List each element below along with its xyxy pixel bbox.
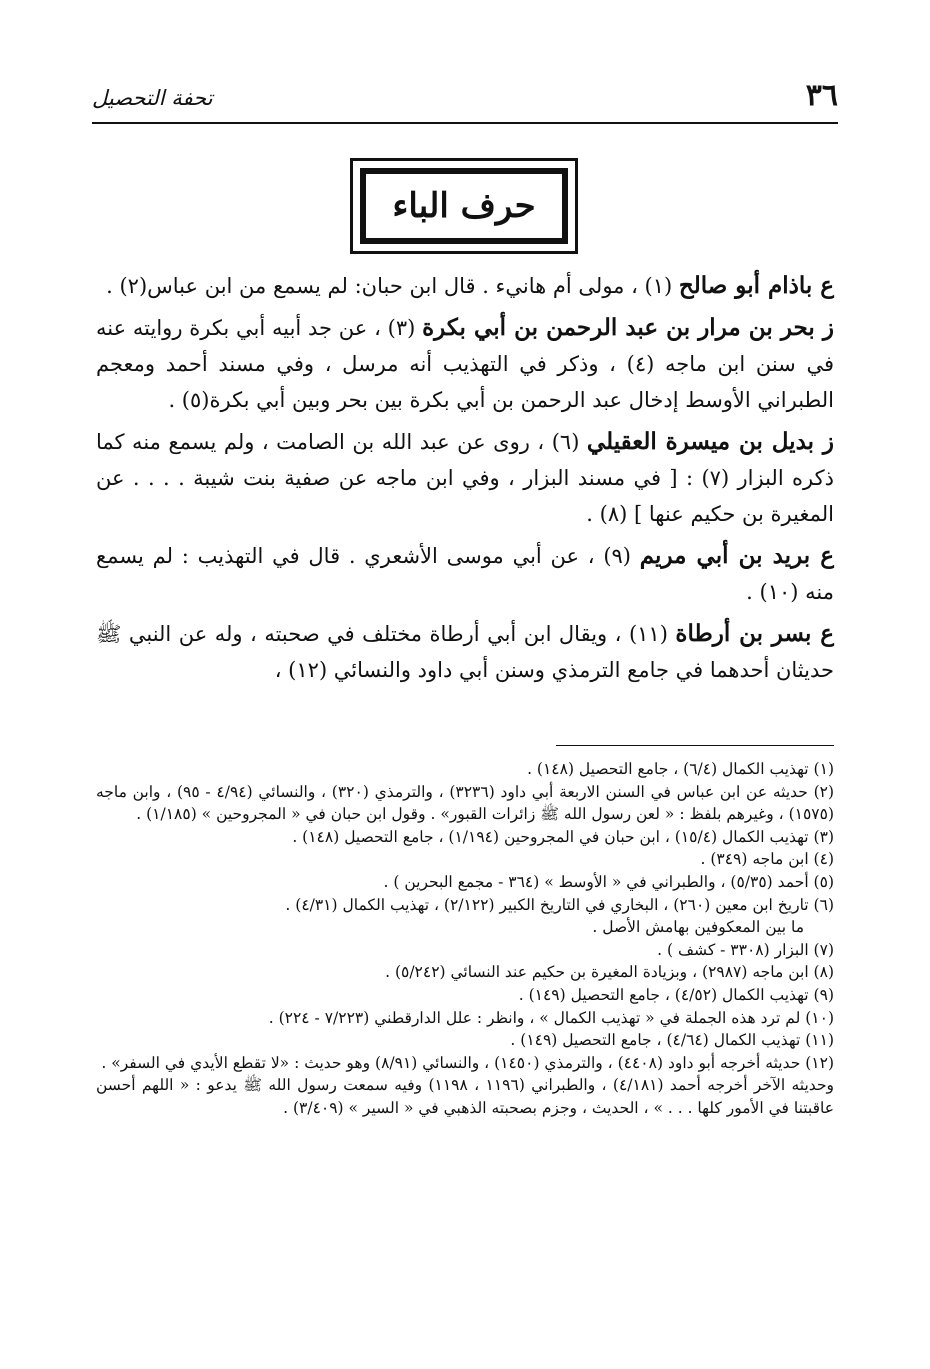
entry — [96, 538, 834, 610]
footnote-continuation: ما بين المعكوفين بهامش الأصل . — [592, 918, 804, 937]
entry-name: ز بحر بن مرار بن عبد الرحمن بن أبي بكرة — [422, 314, 834, 341]
entry-text: (١) ، مولى أم هانيء . قال ابن حبان: لم يسمع من ابن عباس(٢) . — [106, 274, 679, 298]
footnote: (٣) تهذيب الكمال (١٥/٤) ، ابن حبان في المجروحين (١/١٩٤) ، جامع التحصيل (١٤٨) . — [292, 827, 834, 846]
chapter-frame — [350, 158, 578, 254]
entry-name: ز بديل بن ميسرة العقيلي — [586, 428, 834, 455]
entry — [96, 268, 834, 304]
footnote: (١١) تهذيب الكمال (٤/٦٤) ، جامع التحصيل (١٤٩) . — [510, 1031, 834, 1050]
footnote: (٤) ابن ماجه (٣٤٩) . — [700, 850, 834, 869]
entry-text: (٦) ، روى عن عبد الله بن الصامت ، ولم يسمع منه كما ذكره البزار (٧) : [ في مسند البزار ، وفي ابن ماجه عن صفية بنت شيبة . . . . عن المغيرة بن حكيم عنها ] (٨) . — [96, 430, 834, 526]
book-title: تحفة التحصيل — [92, 86, 213, 110]
entry — [96, 310, 834, 418]
chapter-frame-inner — [360, 168, 568, 244]
footnote: (٧) البزار (٣٣٠٨ - كشف ) . — [657, 940, 834, 959]
footnote: (١٠) لم ترد هذه الجملة في « تهذيب الكمال » ، وانظر : علل الدارقطني (٧/٢٢٣ - ٢٢٤) . — [268, 1008, 834, 1027]
chapter-title: حرف الباء — [392, 186, 536, 226]
footnote: (٢) حديثه عن ابن عباس في السنن الاربعة أبي داود (٣٢٣٦) ، والترمذي (٣٢٠) ، والنسائي (٤/٩٤ - ٩٥) ، وابن ماجه (١٥٧٥) ، وغيرهم بلفظ : « لعن رسول الله ﷺ زائرات القبور» . وقول ابن حبان في « المجروحين » (١/١٨٥) . — [96, 782, 835, 824]
footnote: (٥) أحمد (٥/٣٥) ، والطبراني في « الأوسط » (٣٦٤ - مجمع البحرين ) . — [383, 872, 834, 891]
page-header — [92, 76, 838, 124]
entry-name: ع بريد بن أبي مريم — [639, 542, 834, 569]
entry-name: ع بسر بن أرطاة — [675, 620, 834, 647]
entry-text: (١١) ، ويقال ابن أبي أرطاة مختلف في صحبته ، وله عن النبي ﷺ حديثان أحدهما في جامع الترمذي وسنن أبي داود والنسائي (١٢) ، — [96, 622, 834, 682]
footnote-continuation: وحديثه الآخر أخرجه أحمد (٤/١٨١) ، والطبراني (١١٩٦ ، ١١٩٨) وفيه سمعت رسول الله ﷺ يدعو : « اللهم أحسن عاقبتنا في الأمور كلها . . . » ، الحديث ، وجزم بصحبته الذهبي في « السير » (٣/٤٠٩) . — [96, 1076, 835, 1117]
entry-text: (٣) ، عن جد أبيه أبي بكرة روايته عنه في سنن ابن ماجه (٤) ، وذكر في التهذيب أنه مرسل ، وفي مسند أحمد ومعجم الطبراني الأوسط إدخال عبد الرحمن بن أبي بكرة بين بحر وبين أبي بكرة(٥) . — [96, 316, 834, 412]
footnote: (١٢) حديثه أخرجه أبو داود (٤٤٠٨) ، والترمذي (١٤٥٠) ، والنسائي (٨/٩١) وهو حديث : «لا تقطع الأيدي في السفر» . — [101, 1053, 834, 1072]
footnote-separator — [556, 745, 834, 746]
entry — [96, 424, 834, 532]
footnote: (٦) تاريخ ابن معين (٢٦٠) ، البخاري في التاريخ الكبير (٢/١٢٢) ، تهذيب الكمال (٤/٣١) . — [285, 895, 834, 914]
entry — [96, 616, 834, 688]
entry-name: ع باذام أبو صالح — [678, 272, 834, 299]
footnote: (٨) ابن ماجه (٢٩٨٧) ، وبزيادة المغيرة بن حكيم عند النسائي (٥/٢٤٢) . — [385, 963, 834, 982]
entry-text: (٩) ، عن أبي موسى الأشعري . قال في التهذيب : لم يسمع منه (١٠) . — [96, 544, 834, 604]
page-number: ٣٦ — [805, 78, 838, 113]
footnotes — [96, 758, 834, 1120]
footnote: (١) تهذيب الكمال (٦/٤) ، جامع التحصيل (١٤٨) . — [527, 760, 834, 778]
entries-body — [96, 268, 834, 694]
footnote: (٩) تهذيب الكمال (٤/٥٢) ، جامع التحصيل (١٤٩) . — [518, 985, 834, 1004]
